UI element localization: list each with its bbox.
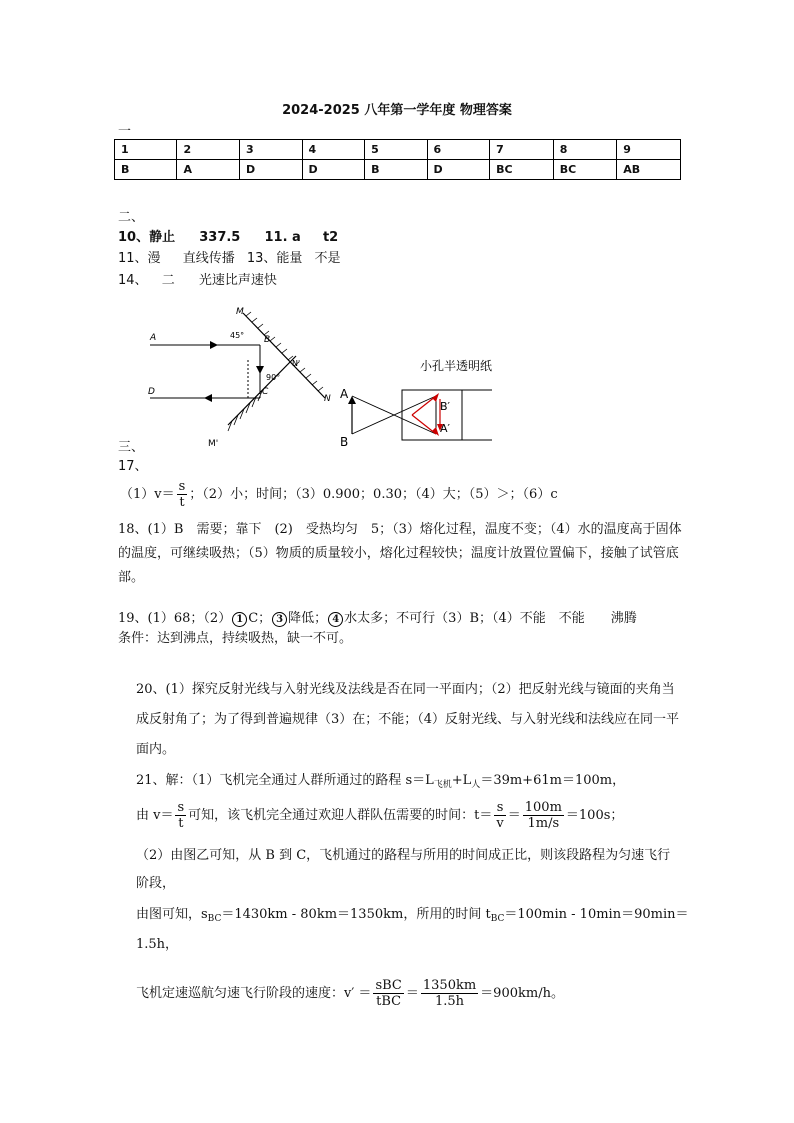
mirror-m-prime-hatch <box>228 391 262 431</box>
q21-frac1-den: t <box>178 816 184 831</box>
label-m-prime: M' <box>208 439 219 449</box>
hole-label: 小孔半透明纸 <box>420 359 493 373</box>
q13-label: 13、能量 <box>246 251 303 266</box>
section-two-label: 二、 <box>118 210 145 225</box>
table-answer-cell: BC <box>553 160 617 180</box>
q19-part2: C； <box>248 611 272 626</box>
q17-frac-num: s <box>178 479 186 494</box>
q11-label: 11、漫 <box>118 251 161 266</box>
q21-line1-sub1: 飞机 <box>433 780 452 790</box>
label-45: 45° <box>230 331 245 340</box>
q19-part4: 水太多；不可行（3）B；（4）不能 不能 沸腾 <box>344 611 637 626</box>
table-header-cell: 3 <box>239 140 302 160</box>
q21-line4 <box>136 904 689 930</box>
q20-answer: 20、(1）探究反射光线与入射光线及法线是否在同一平面内；（2）把反射光线与镜面的夹角当成反射角了；为了得到普遍规律（3）在；不能；（4）反射光线、与入射光线和法线应在同一平面内。 <box>136 682 680 757</box>
table-answer-cell: B <box>115 160 177 180</box>
q17-fraction <box>177 479 188 510</box>
table-header-row <box>115 140 681 160</box>
section-three-label: 三、 <box>118 440 145 455</box>
q21-line6-eq: ＝ <box>405 986 419 1001</box>
table-answer-cell: D <box>302 160 365 180</box>
q21-line1-sub2: 人 <box>471 780 481 790</box>
q21-line4-sub2: BC <box>490 914 505 924</box>
q19-part1: 19、(1）68；（2） <box>118 611 232 626</box>
q21-line4-sub1: BC <box>207 914 222 924</box>
mirror-mn-hatch <box>246 312 323 391</box>
table-header-cell: 4 <box>302 140 365 160</box>
q21-frac2-den: v <box>496 816 504 831</box>
table-header-cell: 7 <box>490 140 554 160</box>
q21-frac2-num: s <box>494 800 505 816</box>
table-header-cell: 5 <box>365 140 427 160</box>
table-answer-row <box>115 160 681 180</box>
q17-answer <box>120 479 558 510</box>
pinhole-diagram <box>330 352 510 452</box>
table-header-cell: 2 <box>177 140 239 160</box>
label-a: A <box>150 333 157 343</box>
q21-line4-c: ＝100min - 10min＝90min＝ <box>504 907 689 922</box>
q19-answer-line1 <box>118 608 637 630</box>
q17-label: 17、 <box>118 459 148 474</box>
table-answer-cell: BC <box>490 160 554 180</box>
q21-line2-eq: ＝ <box>507 808 521 823</box>
label-d: D <box>148 387 155 397</box>
q21-line1-b: +L <box>451 773 472 788</box>
q11a-label: 11. a <box>264 230 301 245</box>
circle-number-1: 1 <box>232 612 247 627</box>
q21-line6-c: ＝900km/h。 <box>480 986 564 1001</box>
table-header-cell: 6 <box>427 140 490 160</box>
q21-line1 <box>136 770 625 796</box>
q21-frac3-den: 1m/s <box>527 816 560 831</box>
fill-line-11 <box>118 247 341 266</box>
label-b: B <box>264 335 271 345</box>
q21-frac5-num: 1350km <box>422 978 477 993</box>
ray-b-arrow <box>432 393 439 402</box>
q10-value: 337.5 <box>199 230 241 245</box>
q21-frac1 <box>175 800 186 831</box>
fill-line-14 <box>118 269 277 288</box>
table-header-cell: 9 <box>617 140 681 160</box>
reflection-diagram <box>140 300 340 450</box>
reflected-ray-arrow <box>256 366 264 374</box>
q17-frac-den: t <box>179 495 185 510</box>
table-answer-cell: A <box>177 160 239 180</box>
q21-line6-a: 飞机定速巡航匀速飞行阶段的速度：v′ ＝ <box>136 986 372 1001</box>
label-n: N <box>324 394 331 404</box>
q21-line1-a: 21、解：（1）飞机完全通过人群所通过的路程 s＝L <box>136 773 434 788</box>
table-answer-cell: AB <box>617 160 681 180</box>
incident-ray-arrow <box>210 341 218 349</box>
q21-line2-c: ＝100s； <box>565 808 624 823</box>
q21-line6 <box>136 978 564 1009</box>
circle-number-3: 3 <box>272 612 287 627</box>
q21-frac3-num: 100m <box>524 800 562 815</box>
q21-line2-a: 由 v＝ <box>136 808 174 823</box>
q21-frac1-num: s <box>177 800 185 815</box>
q21-line4-b: ＝1430km - 80km＝1350km，所用的时间 t <box>221 907 491 922</box>
answer-table <box>114 139 681 180</box>
q19-part3: 降低； <box>288 611 328 626</box>
label-image-a: A′ <box>440 422 451 435</box>
outgoing-ray-arrow <box>204 394 212 402</box>
q21-line4-a: 由图可知，s <box>136 907 208 922</box>
q21-frac5 <box>421 978 478 1009</box>
mirror-mn <box>243 313 325 398</box>
q18-answer: 18、(1）B 需要；靠下 (2) 受热均匀 5；（3）熔化过程，温度不变；（4）水的温度高于固体的温度，可继续吸热；（5）物质的质量较小，熔化过程较快；温度计放置位置偏下，接触了试管底部。 <box>118 522 682 585</box>
q21-line2 <box>136 800 623 831</box>
table-answer-cell: D <box>239 160 302 180</box>
q14-value-a: 二 <box>161 273 175 288</box>
table-header-cell: 8 <box>553 140 617 160</box>
page-title: 2024-2025 八年第一学年度 物理答案 <box>282 103 512 118</box>
q14-value-b: 光速比声速快 <box>198 273 277 288</box>
q21-frac4-den: tBC <box>376 994 402 1009</box>
table-answer-cell: B <box>365 160 427 180</box>
q11a-value: t2 <box>322 230 339 245</box>
q21-line2-b: 可知，该飞机完全通过欢迎人群队伍需要的时间：t＝ <box>188 808 493 823</box>
q21-frac5-den: 1.5h <box>435 994 465 1009</box>
circle-number-4: 4 <box>328 612 343 627</box>
section-one-label: 一 <box>118 124 132 139</box>
label-90: 90° <box>266 373 281 382</box>
table-header-cell: 1 <box>115 140 177 160</box>
ray-a-arrow <box>432 427 439 436</box>
q10-label: 10、静止 <box>118 230 176 245</box>
label-n-prime: N' <box>292 359 301 368</box>
fill-line-10 <box>118 226 338 245</box>
q21-frac2 <box>494 800 505 831</box>
table-answer-cell: D <box>427 160 490 180</box>
label-c: C <box>262 387 269 397</box>
q21-line3: （2）由图乙可知，从 B 到 C，飞机通过的路程与所用的时间成正比，则该段路程为匀速飞行阶段， <box>136 848 671 891</box>
label-image-b: B′ <box>440 400 451 413</box>
label-object-b: B <box>340 435 349 449</box>
q21-frac4-num: sBC <box>375 978 402 993</box>
q17-part2: ；（2）小；时间；（3）0.900；0.30；（4）大；（5）＞；（6）c <box>189 487 558 502</box>
q19-answer-line2: 条件：达到沸点，持续吸热，缺一不可。 <box>118 631 353 646</box>
q21-frac4 <box>373 978 403 1009</box>
q14-label: 14、 <box>118 273 148 288</box>
q21-line5: 1.5h， <box>136 937 179 952</box>
q21-line1-c: ＝39m+61m＝100m， <box>480 773 626 788</box>
q21-frac3 <box>523 800 564 831</box>
label-object-a: A <box>340 387 349 401</box>
q11-value: 直线传播 <box>182 251 235 266</box>
label-m: M <box>236 307 244 317</box>
q17-part1: （1）v＝ <box>120 487 175 502</box>
q13-value: 不是 <box>314 251 341 266</box>
